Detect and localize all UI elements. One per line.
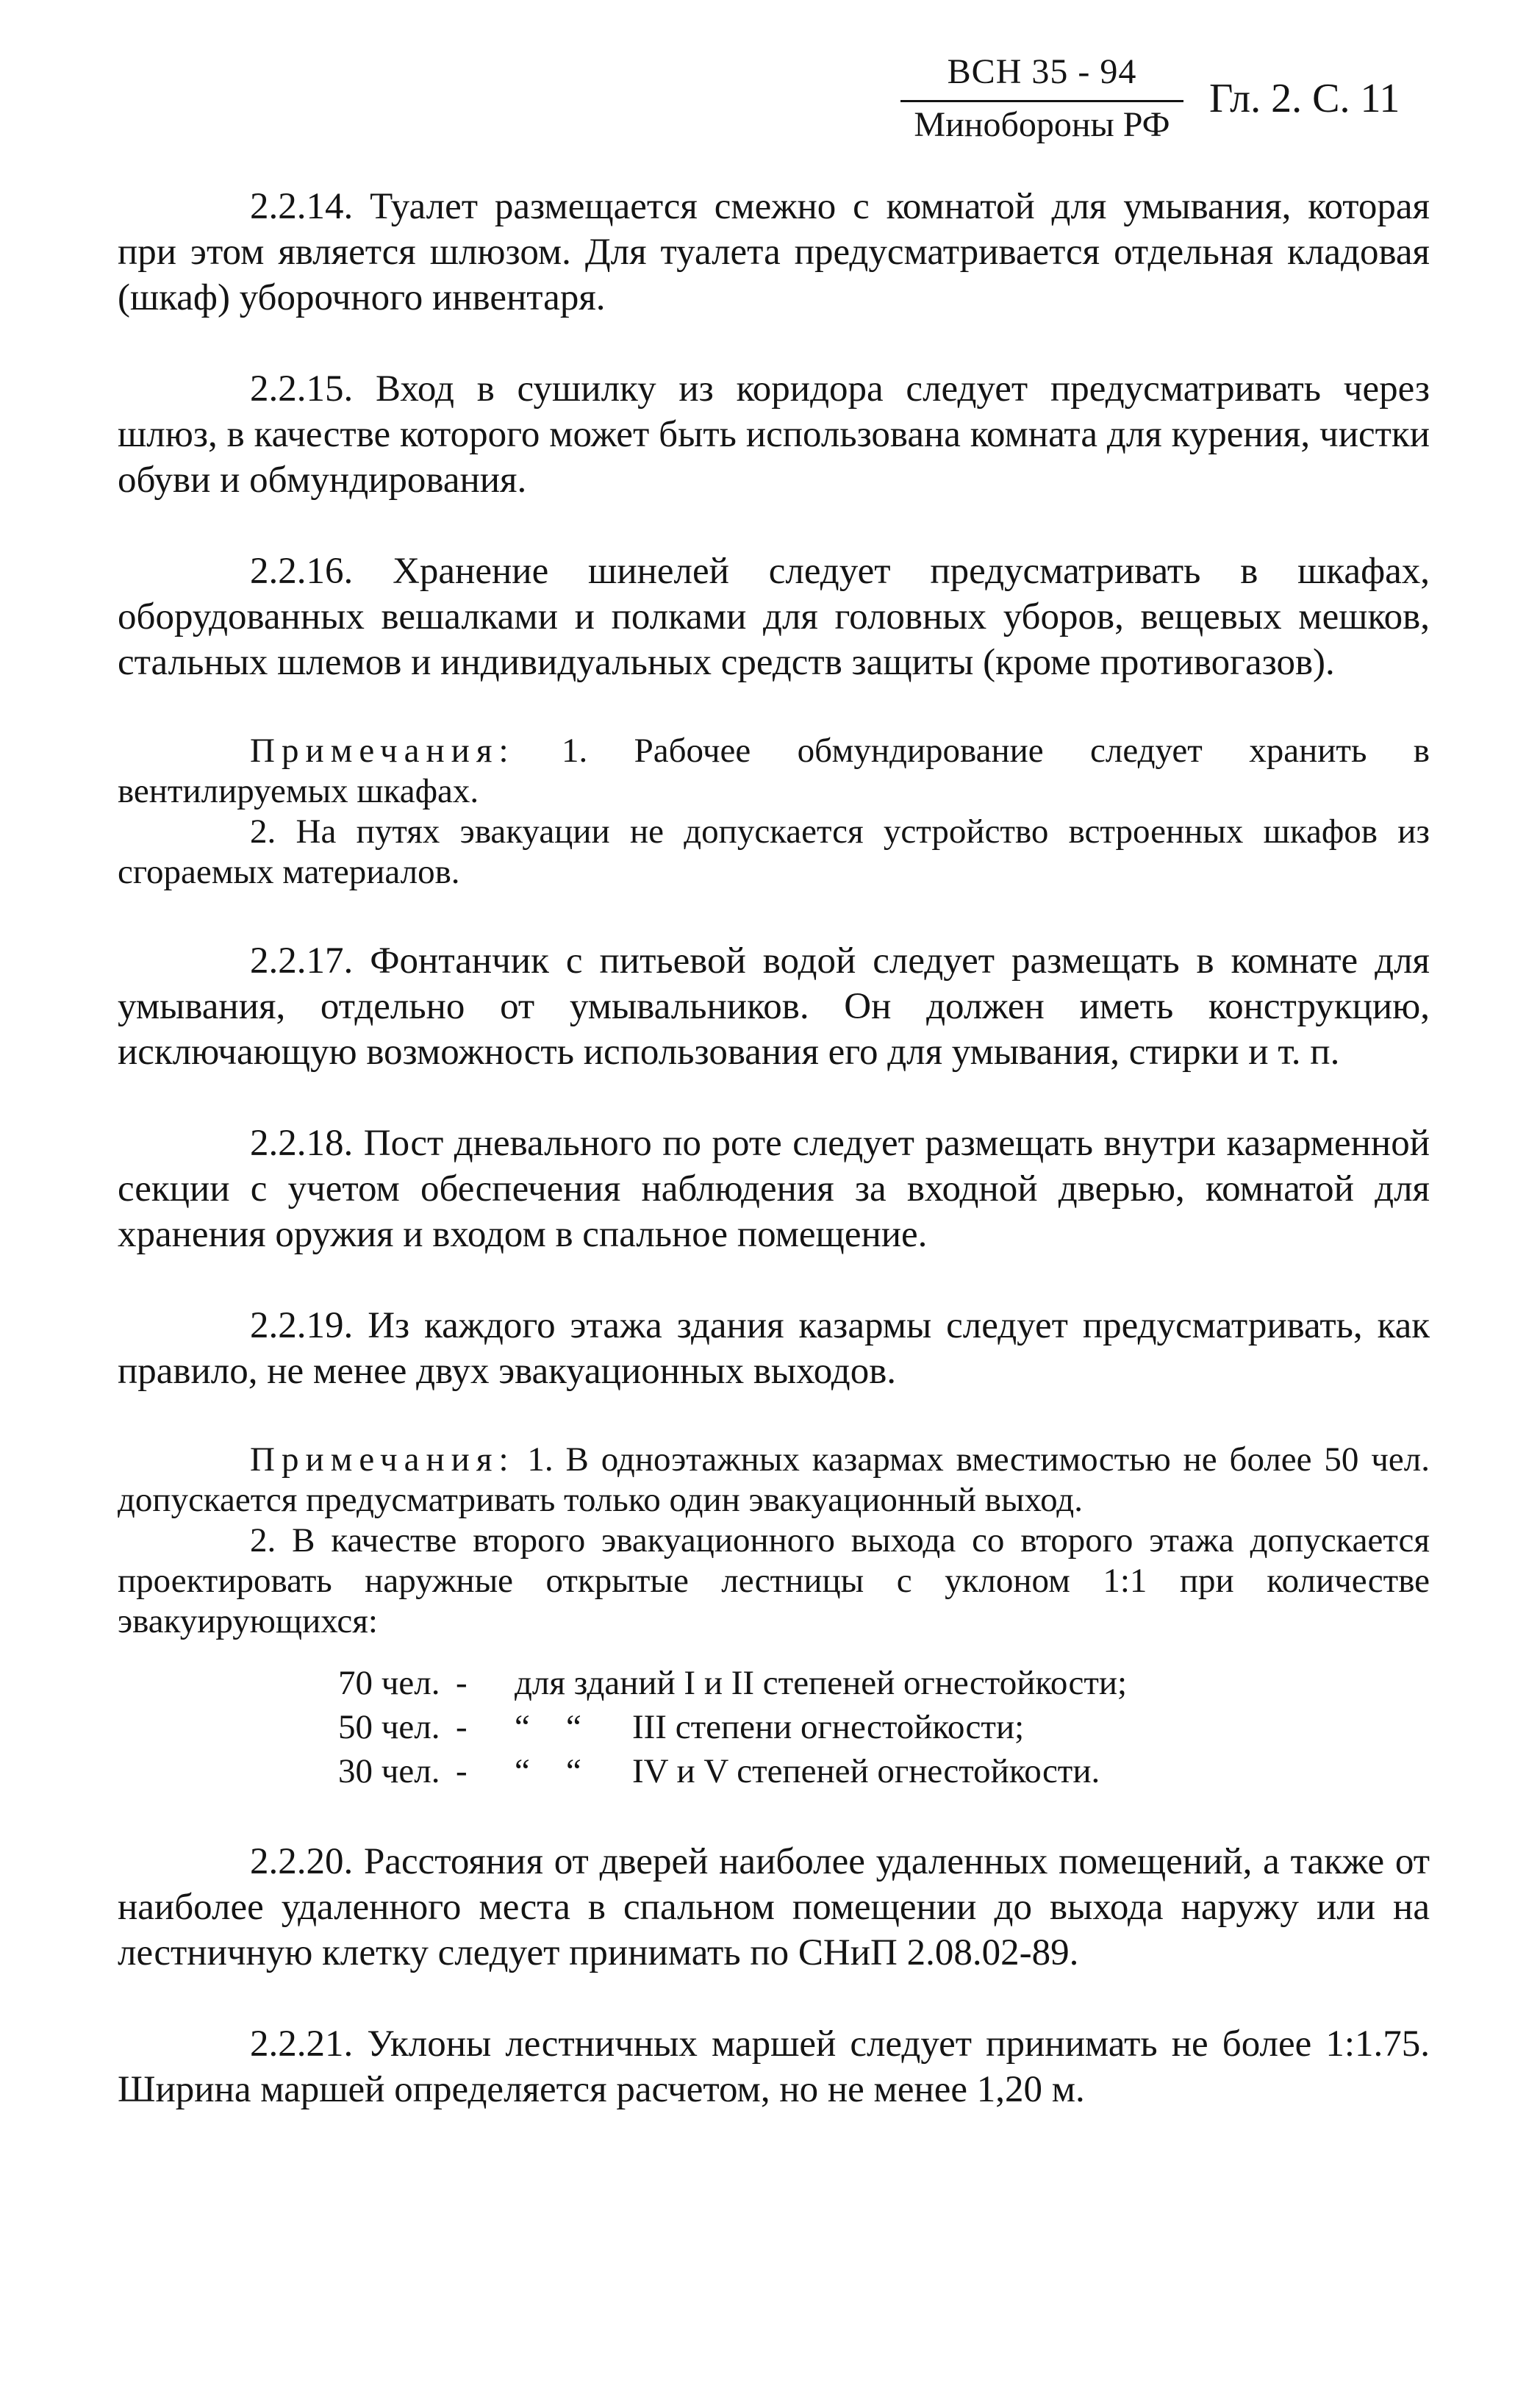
clause-text: Расстояния от дверей наиболее удаленных помещений, а также от наиболее удаленного места в спальном помещении до выхода наружу или на лестничную клетку следует принимать по СНиП 2.08.02-89. [118,1841,1430,1973]
doc-organization: Минобороны РФ [914,105,1170,144]
clause-text: Уклоны лестничных маршей следует принимать не более 1:1.75. Ширина маршей определяется расчетом, но не менее 1,20 м. [118,2023,1430,2110]
ditto-mark: “ [566,1752,581,1790]
capacity-count: 70 чел. [338,1664,440,1702]
evacuation-capacity-table [338,1661,1127,1793]
clause-number: 2.2.17. [250,940,354,982]
clause-2-2-18 [118,1121,1430,1257]
clause-2-2-16 [118,549,1430,685]
note-text: 1. Рабочее обмундирование следует хранить в вентилируемых шкафах. [118,732,1430,810]
clause-2-2-17 [118,938,1430,1075]
clause-number: 2.2.21. [250,2023,354,2065]
capacity-dash: - [456,1752,468,1790]
capacity-dash: - [456,1664,468,1702]
capacity-dash: - [456,1708,468,1746]
note-a-item-1 [118,731,1430,812]
clause-text: Из каждого этажа здания казармы следует предусматривать, как правило, не менее двух эвакуационных выходов. [118,1305,1430,1392]
clause-2-2-14 [118,184,1430,321]
clause-text: Вход в сушилку из коридора следует предусматривать через шлюз, в качестве которого может быть использована комната для курения, чистки обуви и обмундирования. [118,368,1430,501]
clause-text: Хранение шинелей следует предусматривать в шкафах, оборудованных вешалками и полками для головных уборов, вещевых мешков, стальных шлемов и индивидуальных средств защиты (кроме противогазов). [118,551,1430,683]
clause-text: Пост дневального по роте следует размещать внутри казарменной секции с учетом обеспечения наблюдения за входной дверью, комнатой для хранения оружия и входом в спальное помещение. [118,1123,1430,1255]
ditto-mark: “ [566,1708,581,1746]
capacity-count: 50 чел. [338,1708,440,1746]
table-row [338,1661,1127,1705]
note-b-item-1 [118,1440,1430,1521]
capacity-count: 30 чел. [338,1752,440,1790]
clause-text: Туалет размещается смежно с комнатой для умывания, которая при этом является шлюзом. Для туалета предусматривается отдельная кладовая (шкаф) уборочного инвентаря. [118,186,1430,318]
document-body [118,184,1430,2158]
clause-number: 2.2.19. [250,1305,354,1346]
ditto-mark: “ [515,1752,530,1790]
clause-number: 2.2.18. [250,1123,354,1164]
clause-number: 2.2.16. [250,551,354,592]
note-text: 1. В одноэтажных казармах вместимостью не более 50 чел. допускается предусматривать только один эвакуационный выход. [118,1440,1430,1519]
clause-2-2-15 [118,366,1430,503]
clause-2-2-21 [118,2021,1430,2112]
clause-number: 2.2.20. [250,1841,354,1882]
note-b-item-2: 2. В качестве второго эвакуационного выхода со второго этажа допускается проектировать наружные открытые лестницы с уклоном 1:1 при количестве эвакуирующихся: [118,1521,1430,1640]
page-header [900,51,1430,147]
table-row [338,1705,1127,1749]
capacity-condition: IV и V степеней огнестойкости. [632,1752,1100,1790]
notes-label: Примечания: [250,732,515,770]
header-rule [900,100,1183,102]
capacity-condition: III степени огнестойкости; [632,1708,1025,1746]
doc-code: ВСН 35 - 94 [947,52,1137,91]
clause-2-2-20 [118,1839,1430,1976]
clause-2-2-19 [118,1303,1430,1394]
notes-label: Примечания: [250,1440,515,1479]
clause-number: 2.2.15. [250,368,354,410]
capacity-condition: для зданий I и II степеней огнестойкости; [515,1664,1128,1702]
table-row [338,1749,1127,1793]
ditto-mark: “ [515,1708,530,1746]
note-a-item-2: 2. На путях эвакуации не допускается устройство встроенных шкафов из сгораемых материалов. [118,812,1430,891]
clause-text: Фонтанчик с питьевой водой следует размещать в комнате для умывания, отдельно от умывальников. Он должен иметь конструкцию, исключающую возможность использования его для умывания, стирки и т. п. [118,940,1430,1073]
page-reference: Гл. 2. С. 11 [1209,76,1400,121]
clause-number: 2.2.14. [250,186,354,227]
